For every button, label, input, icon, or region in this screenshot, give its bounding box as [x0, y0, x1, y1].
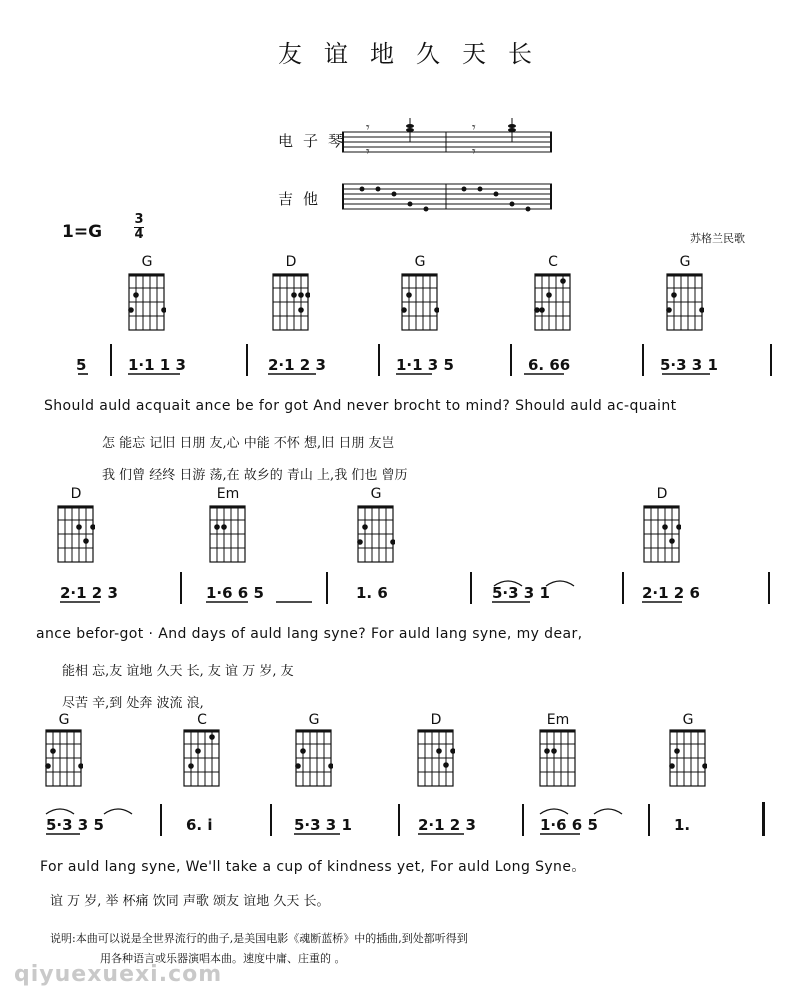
measure: 1·6 6 5	[540, 816, 598, 834]
measure: 6. i	[186, 816, 213, 834]
measure: 5·3 3 1	[492, 584, 550, 602]
svg-text:𝄾: 𝄾	[366, 144, 370, 160]
beam-underlines	[70, 372, 790, 382]
measure: 1·1 3 5	[396, 356, 454, 374]
measure: 5·3 3 1	[294, 816, 352, 834]
chord-name: G	[414, 254, 426, 270]
chord-name: G	[308, 712, 320, 728]
chord-name: D	[285, 254, 297, 270]
chord-diagram	[272, 272, 310, 332]
chord-name: G	[679, 254, 691, 270]
guitar-label: 吉他	[278, 190, 329, 208]
time-signature-bottom: 4	[134, 227, 144, 242]
page-title: 友谊地久天长	[278, 40, 554, 68]
measure: 2·1 2 6	[642, 584, 700, 602]
chord-name: G	[58, 712, 70, 728]
chord-name: C	[548, 254, 558, 270]
measure: 2·1 2 3	[418, 816, 476, 834]
keyboard-staff	[342, 118, 552, 162]
lyric-english: For auld lang syne, We'll take a cup of kindness yet, For auld Long Syne。	[40, 859, 586, 875]
chord-diagram	[669, 728, 707, 788]
lyric-chinese-verse1: 谊 万 岁, 举 杯痛 饮同 声歌 颂友 谊地 久天 长。	[50, 894, 330, 909]
bar-line	[648, 804, 650, 836]
watermark-logo: qiyuexuexi.com	[14, 962, 223, 987]
lyric-chinese-verse2: 我 们曾 经终 日游 荡,在 故乡的 青山 上,我 们也 曾历	[102, 468, 408, 483]
key-signature: 1=G	[62, 222, 103, 242]
lyric-chinese-verse1: 怎 能忘 记旧 日朋 友,心 中能 不怀 想,旧 日朋 友岂	[102, 436, 395, 451]
chord-name: D	[430, 712, 442, 728]
chord-name: G	[370, 486, 382, 502]
chord-diagram	[666, 272, 704, 332]
chord-name: D	[656, 486, 668, 502]
chord-name: G	[682, 712, 694, 728]
lyric-english: Should auld acquait ance be for got And never brocht to mind? Should auld ac-quaint	[44, 398, 677, 414]
chord-name: G	[141, 254, 153, 270]
svg-text:𝄾: 𝄾	[472, 120, 476, 136]
svg-text:𝄾: 𝄾	[472, 144, 476, 160]
chord-diagram	[183, 728, 221, 788]
time-signature-top: 3	[134, 212, 144, 227]
chord-name: D	[70, 486, 82, 502]
slur-marks	[490, 576, 590, 588]
chord-diagram	[401, 272, 439, 332]
chord-diagram	[45, 728, 83, 788]
measure: 6. 66	[528, 356, 571, 374]
lyric-chinese-verse2: 尽苦 辛,到 处奔 波流 浪,	[62, 696, 204, 711]
beam-underlines	[56, 598, 786, 612]
end-bar-line	[762, 802, 765, 836]
guitar-staff	[342, 178, 552, 214]
explanation-line2: 用各种语言或乐器演唱本曲。速度中庸、庄重的 。	[100, 952, 346, 965]
measure: 2·1 2 3	[60, 584, 118, 602]
time-signature	[134, 214, 144, 241]
lyric-chinese-verse1: 能相 忘,友 谊地 久天 长, 友 谊 万 岁, 友	[62, 664, 294, 679]
svg-text:𝄾: 𝄾	[366, 120, 370, 136]
measure: 1·1 1 3	[128, 356, 186, 374]
chord-diagram	[128, 272, 166, 332]
chord-name: C	[197, 712, 207, 728]
chord-diagram	[57, 504, 95, 564]
song-origin: 苏格兰民歌	[690, 232, 745, 245]
chord-diagram	[295, 728, 333, 788]
keyboard-label: 电子琴	[278, 132, 354, 150]
lyric-english: ance befor-got · And days of auld lang syne? For auld lang syne, my dear,	[36, 626, 583, 642]
measure: 1.	[674, 816, 691, 834]
chord-diagram	[417, 728, 455, 788]
chord-name: Em	[546, 712, 570, 728]
measure: 5	[76, 356, 87, 374]
measure: 5·3 3 1	[660, 356, 718, 374]
measure: 1. 6	[356, 584, 388, 602]
explanation-line1: 说明:本曲可以说是全世界流行的曲子,是美国电影《魂断蓝桥》中的插曲,到处都听得到	[50, 932, 468, 945]
chord-diagram	[534, 272, 572, 332]
chord-diagram	[357, 504, 395, 564]
chord-diagram	[643, 504, 681, 564]
measure: 2·1 2 3	[268, 356, 326, 374]
measure: 5·3 3 5	[46, 816, 104, 834]
beam-and-slur-marks	[40, 804, 640, 850]
chord-diagram	[539, 728, 577, 788]
measure: 1·6 6 5	[206, 584, 264, 602]
chord-diagram	[209, 504, 247, 564]
chord-name: Em	[216, 486, 240, 502]
